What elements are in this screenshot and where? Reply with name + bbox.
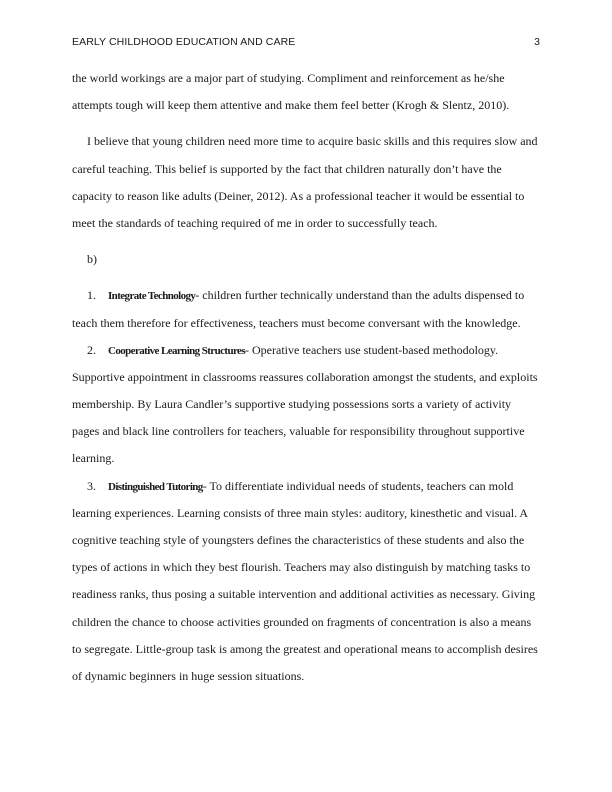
list-number: 3. [87, 478, 96, 493]
list-item [72, 477, 548, 695]
list-text: - children further technically understand than the adults dispensed to [195, 288, 525, 303]
page-number: 3 [534, 36, 540, 48]
text-line: meet the standards of teaching required of me in order to successfully teach. [72, 215, 438, 230]
list-number: 1. [87, 288, 96, 303]
list-item-first-line [72, 286, 548, 313]
paragraph-2 [72, 132, 548, 241]
text-line: cognitive teaching style of youngsters defines the characteristics of these students and also the [72, 533, 525, 547]
list-item-first-line [72, 341, 548, 368]
list-term: Distinguished Tutoring [108, 480, 203, 493]
list-term: Cooperative Learning Structures [108, 344, 246, 357]
list-text: - Operative teachers use student-based methodology. [245, 342, 499, 357]
section-label: b) [87, 252, 97, 267]
paragraph-1 [72, 69, 548, 123]
text-line: of dynamic beginners in huge session situations. [72, 668, 305, 683]
text-line: careful teaching. This belief is supported by the fact that children naturally don’t have the [72, 161, 502, 176]
text-line: the world workings are a major part of studying. Compliment and reinforcement as he/she [72, 71, 505, 85]
text-line: learning experiences. Learning consists of three main styles: auditory, kinesthetic and visual. A [72, 505, 529, 520]
text-line: pages and black line controllers for teachers, valuable for responsibility throughout supportive [72, 424, 525, 439]
text-line: teach them therefore for effectiveness, teachers must become conversant with the knowledge. [72, 315, 521, 330]
list-item [72, 286, 548, 340]
list-item [72, 341, 548, 477]
list-item-first-line [72, 477, 548, 504]
list-number: 2. [87, 342, 96, 357]
text-line: membership. By Laura Candler’s supportive studying possessions sorts a variety of activity [72, 397, 512, 412]
text-line: attempts tough will keep them attentive and make them feel better (Krogh & Slentz, 2010). [72, 98, 510, 113]
document-body [72, 69, 548, 694]
text-line: to segregate. Little-group task is among the greatest and operational means to accomplish desires [72, 641, 538, 656]
list-term: Integrate Technology [108, 290, 196, 303]
text-line: learning. [72, 451, 115, 466]
text-line: Supportive appointment in classrooms reassures collaboration amongst the students, and exploits [72, 369, 538, 384]
text-line: I believe that young children need more time to acquire basic skills and this requires slow and [87, 134, 538, 149]
text-line: capacity to reason like adults (Deiner, 2012). As a professional teacher it would be essential to [72, 188, 525, 203]
numbered-list [72, 286, 548, 694]
text-line: children the chance to choose activities grounded on fragments of concentration is also a means [72, 614, 532, 629]
text-line: types of actions in which they best flourish. Teachers may also distinguish by matching tasks to [72, 560, 531, 575]
list-text: - To differentiate individual needs of students, teachers can mold [202, 478, 514, 493]
running-head: EARLY CHILDHOOD EDUCATION AND CARE [72, 36, 296, 48]
text-line: readiness ranks, thus posing a suitable intervention and additional activities as necessary. Giving [72, 587, 536, 602]
